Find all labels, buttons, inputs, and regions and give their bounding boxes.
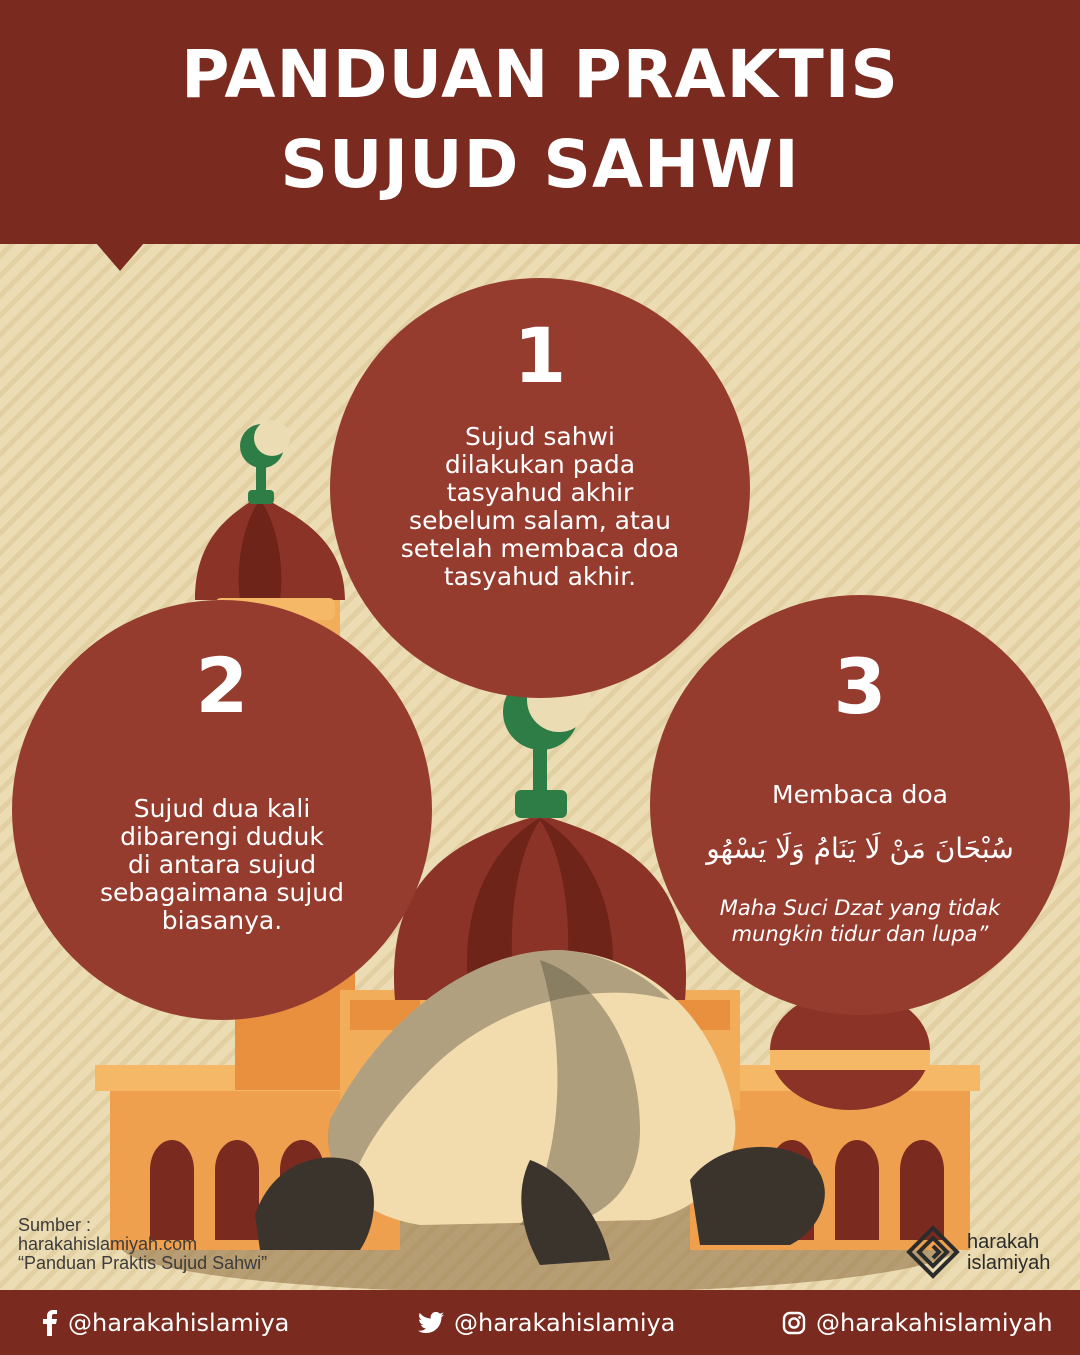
twitter-handle: @harakahislamiya — [454, 1309, 676, 1337]
logo-text — [967, 1232, 1050, 1274]
step-1-number: 1 — [513, 311, 567, 400]
logo-line-1: harakah — [967, 1231, 1040, 1253]
header-banner — [0, 0, 1080, 244]
footer-social-bar — [0, 1290, 1080, 1355]
step-2-line: sebagaimana sujud — [99, 878, 345, 907]
title-line-2: SUJUD SAHWI — [280, 126, 800, 203]
source-site: harakahislamiyah.com — [18, 1234, 198, 1254]
kufic-logo-icon — [905, 1224, 961, 1280]
step-1-line: dilakukan pada — [444, 450, 636, 479]
step-3-circle — [650, 595, 1070, 1015]
step-2-number: 2 — [195, 641, 249, 730]
facebook-link[interactable] — [42, 1308, 289, 1337]
step-2-line: di antara sujud — [127, 850, 317, 879]
page-title — [0, 30, 1080, 210]
step-1-line: setelah membaca doa — [400, 534, 680, 563]
twitter-icon — [418, 1312, 444, 1334]
twitter-link[interactable] — [418, 1308, 675, 1337]
step-3-meaning-line: Maha Suci Dzat yang tidak — [719, 896, 1001, 920]
step-1-line: Sujud sahwi — [465, 422, 615, 451]
step-1-circle — [330, 278, 750, 698]
title-line-1: PANDUAN PRAKTIS — [181, 36, 899, 113]
step-2-circle — [12, 600, 432, 1020]
step-2-line: biasanya. — [161, 906, 283, 935]
harakah-islamiyah-logo — [905, 1222, 1055, 1282]
step-3-number: 3 — [833, 642, 887, 731]
facebook-icon — [42, 1310, 58, 1336]
step-1-line: tasyahud akhir. — [443, 562, 637, 591]
instagram-handle: @harakahislamiyah — [816, 1309, 1053, 1337]
source-title: “Panduan Praktis Sujud Sahwi” — [18, 1253, 268, 1273]
step-1-text — [330, 423, 750, 591]
source-label: Sumber : — [18, 1215, 92, 1235]
step-1-line: sebelum salam, atau — [409, 506, 671, 535]
instagram-link[interactable] — [782, 1308, 1053, 1337]
step-2-line: Sujud dua kali — [133, 794, 311, 823]
step-1-line: tasyahud akhir — [446, 478, 634, 507]
facebook-handle: @harakahislamiya — [68, 1309, 290, 1337]
step-3-heading: Membaca doa — [772, 780, 948, 809]
step-2-line: dibarengi duduk — [120, 822, 324, 851]
step-3-meaning-line: mungkin tidur dan lupa” — [731, 922, 989, 946]
header-speech-notch — [96, 243, 144, 271]
step-3-meaning — [650, 895, 1070, 947]
step-2-text — [12, 795, 432, 935]
step-3-arabic-prayer: سُبْحَانَ مَنْ لَا يَنَامُ وَلَا يَسْهُو — [706, 832, 1014, 865]
instagram-icon — [782, 1311, 806, 1335]
logo-line-2: islamiyah — [967, 1252, 1051, 1274]
source-credit — [18, 1216, 267, 1273]
